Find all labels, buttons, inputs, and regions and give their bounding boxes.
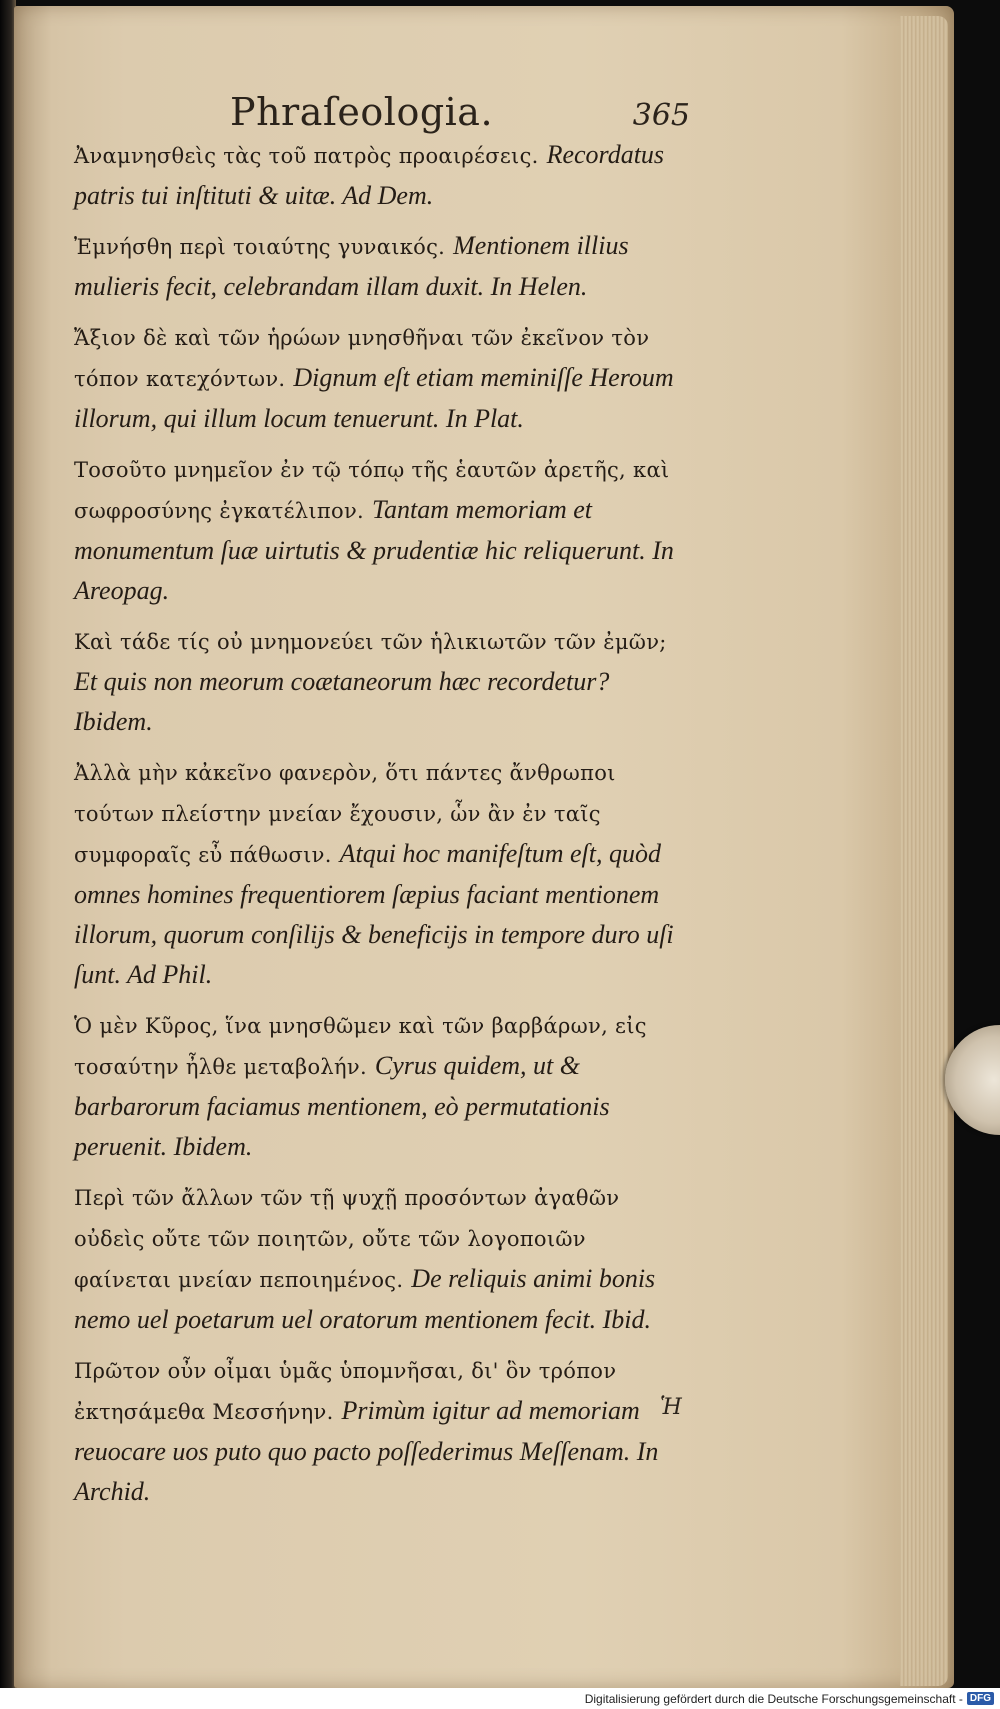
latin-translation: Primùm igitur ad memoriam reuocare uos puto quo pacto poſſederimus Meſſenam. In Archid. <box>74 1396 659 1506</box>
entry <box>40 621 690 742</box>
entry <box>40 135 690 216</box>
greek-phrase: Πρῶτον οὖν οἶμαι ὑμᾶς ὑπομνῆσαι, δι' ὃν τρόπον ἐκτησάμεθα Μεσσήνην. <box>74 1359 617 1424</box>
entry <box>40 752 690 995</box>
page-header <box>230 90 690 134</box>
catchword: Ἡ <box>660 1395 682 1420</box>
latin-translation: Tantam memoriam et monumentum ſuæ uirtutis & prudentiæ hic reliquerunt. In Areopag. <box>74 495 674 605</box>
greek-phrase: Ἀλλὰ μὴν κἀκεῖνο φανερὸν, ὅτι πάντες ἄνθρωποι τούτων πλείστην μνείαν ἔχουσιν, ὧν ἂν ἐν ταῖς συμφοραῖς εὖ πάθωσιν. <box>74 761 616 867</box>
greek-phrase: Ὁ μὲν Κῦρος, ἵνα μνησθῶμεν καὶ τῶν βαρβάρων, εἰς τοσαύτην ἦλθε μεταβολήν. <box>74 1014 647 1079</box>
greek-phrase: Ἐμνήσθη περὶ τοιαύτης γυναικός. <box>74 235 446 259</box>
entry <box>40 449 690 611</box>
greek-phrase: Ἀναμνησθεὶς τὰς τοῦ πατρὸς προαιρέσεις. <box>74 144 539 168</box>
latin-translation: Mentionem illius mulieris fecit, celebrandam illam duxit. In Helen. <box>74 231 629 301</box>
entry <box>40 317 690 439</box>
running-title: Phraſeologia. <box>230 90 494 134</box>
latin-translation: Cyrus quidem, ut & barbarorum faciamus mentionem, eò permutationis peruenit. Ibidem. <box>74 1051 610 1161</box>
greek-phrase: Ἄξιον δὲ καὶ τῶν ἡρώων μνησθῆναι τῶν ἐκεῖνον τὸν τόπον κατεχόντων. <box>74 326 650 391</box>
entry <box>40 1005 690 1167</box>
latin-translation: De reliquis animi bonis nemo uel poetarum uel oratorum mentionem fecit. Ibid. <box>74 1264 656 1334</box>
digitization-footer <box>0 1688 1000 1709</box>
footer-credit: Digitalisierung gefördert durch die Deutsche Forschungsgemeinschaft - <box>584 1691 963 1706</box>
greek-phrase: Περὶ τῶν ἄλλων τῶν τῇ ψυχῇ προσόντων ἀγαθῶν οὐδεὶς οὔτε τῶν ποιητῶν, οὔτε τῶν λογοποιῶν φαίνεται μνείαν πεποιημένος. <box>74 1186 620 1292</box>
greek-phrase: Καὶ τάδε τίς οὐ μνημονεύει τῶν ἡλικιωτῶν τῶν ἐμῶν; <box>74 630 667 654</box>
entry <box>40 226 690 307</box>
entry <box>40 1177 690 1340</box>
latin-translation: Recordatus patris tui inſtituti & uitæ. Ad Dem. <box>74 140 665 210</box>
page-edges <box>900 16 948 1686</box>
text-block <box>40 135 690 1522</box>
page-number: 365 <box>632 98 690 133</box>
latin-translation: Et quis non meorum coætaneorum hæc recordetur? Ibidem. <box>74 667 610 736</box>
greek-phrase: Τοσοῦτο μνημεῖον ἐν τῷ τόπῳ τῆς ἑαυτῶν ἀρετῆς, καὶ σωφροσύνης ἐγκατέλιπον. <box>74 458 670 523</box>
entry <box>40 1350 690 1512</box>
latin-translation: Dignum eſt etiam meminiſſe Heroum illorum, qui illum locum tenuerunt. In Plat. <box>74 363 674 433</box>
latin-translation: Atqui hoc manifeſtum eſt, quòd omnes homines frequentiorem ſæpius faciant mentionem illorum, quorum conſilijs & beneficijs in tempore duro uſi ſunt. Ad Phil. <box>74 839 674 989</box>
dfg-logo: DFG <box>967 1692 994 1705</box>
